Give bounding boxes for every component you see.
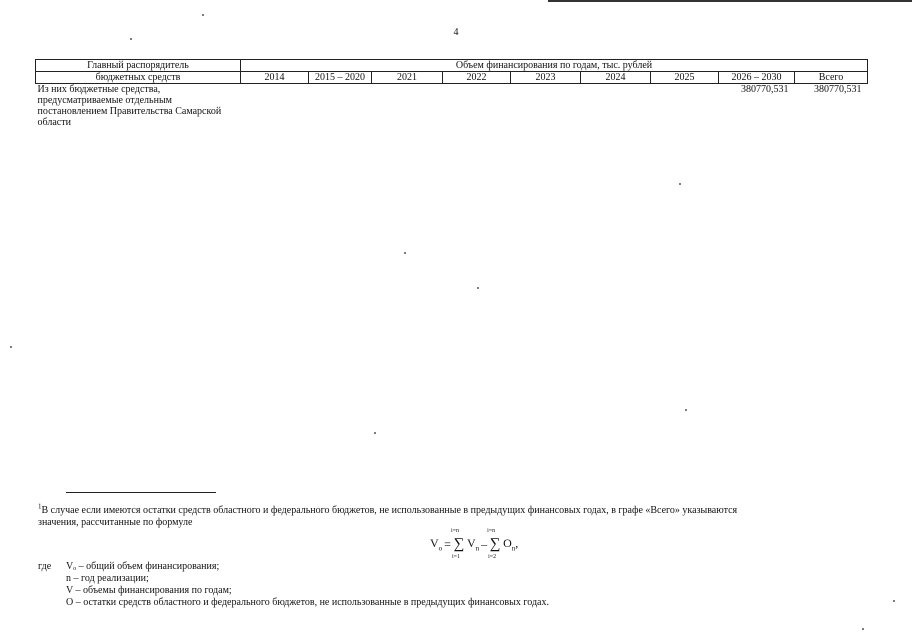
header-year: 2022 [443,72,511,84]
footnote-rule [66,492,216,493]
table-cell: 380770,531 [814,84,862,95]
header-year: 2025 [651,72,719,84]
legend-item: V – объемы финансирования по годам; [66,585,232,596]
scan-speck [685,409,687,411]
table-row [36,84,868,129]
table-cell [309,84,372,129]
row-label: Из них бюджетные средства, предусматриваемые отдельным постановлением Правительства Самарской области [37,84,222,128]
table-cell [511,84,581,129]
footnote-marker: 1 [38,502,42,511]
header-owner-line2: бюджетных средств [36,72,241,84]
sum-symbol: ∑ i=n i=2 [487,527,501,560]
scan-speck [374,432,376,434]
legend-where: где [38,561,52,572]
scan-speck [202,14,204,16]
header-year: 2015 – 2020 [309,72,372,84]
header-total: Всего [795,72,868,84]
funding-table [35,59,868,128]
header-funding: Объем финансирования по годам, тыс. рублей [241,60,868,72]
scan-speck [477,287,479,289]
table-cell [241,84,309,129]
legend-item: Vₒ – общий объем финансирования; [66,561,220,572]
formula-term2: $O_n$, [503,535,519,553]
footnote-line2: значения, рассчитанные по формуле [38,517,193,528]
scan-speck [130,38,132,40]
header-owner-line1: Главный распорядитель [36,60,241,72]
table-cell [581,84,651,129]
table-cell [372,84,443,129]
scan-speck [404,252,406,254]
scan-speck [679,183,681,185]
scan-speck [862,628,864,630]
table-cell [443,84,511,129]
table-cell: 380770,531 [741,84,789,95]
header-year: 2023 [511,72,581,84]
legend-item: n – год реализации; [66,573,149,584]
formula-lhs: $V_o$ [430,535,443,553]
header-year: 2014 [241,72,309,84]
footnote-line1: В случае если имеются остатки средств областного и федерального бюджетов, не использованные в предыдущих финансовых годах, в графе «Всего» указываются [41,505,738,516]
header-year: 2021 [372,72,443,84]
formula [430,529,518,559]
table-cell [651,84,719,129]
legend-line [38,561,220,573]
legend-item: O – остатки средств областного и федерального бюджетов, не использованные в предыдущих финансовых годах. [66,597,549,608]
formula-term1: $V_n$ [466,535,480,553]
header-year: 2026 – 2030 [719,72,795,84]
scan-speck [10,346,12,348]
top-rule [548,0,912,2]
page-number: 4 [453,27,459,38]
sum-symbol: ∑ i=n i=1 [450,527,465,560]
formula-eq: = [444,536,451,551]
header-year: 2024 [581,72,651,84]
footnote-text [38,502,876,517]
scan-speck [893,600,895,602]
formula-minus: – [481,536,488,551]
